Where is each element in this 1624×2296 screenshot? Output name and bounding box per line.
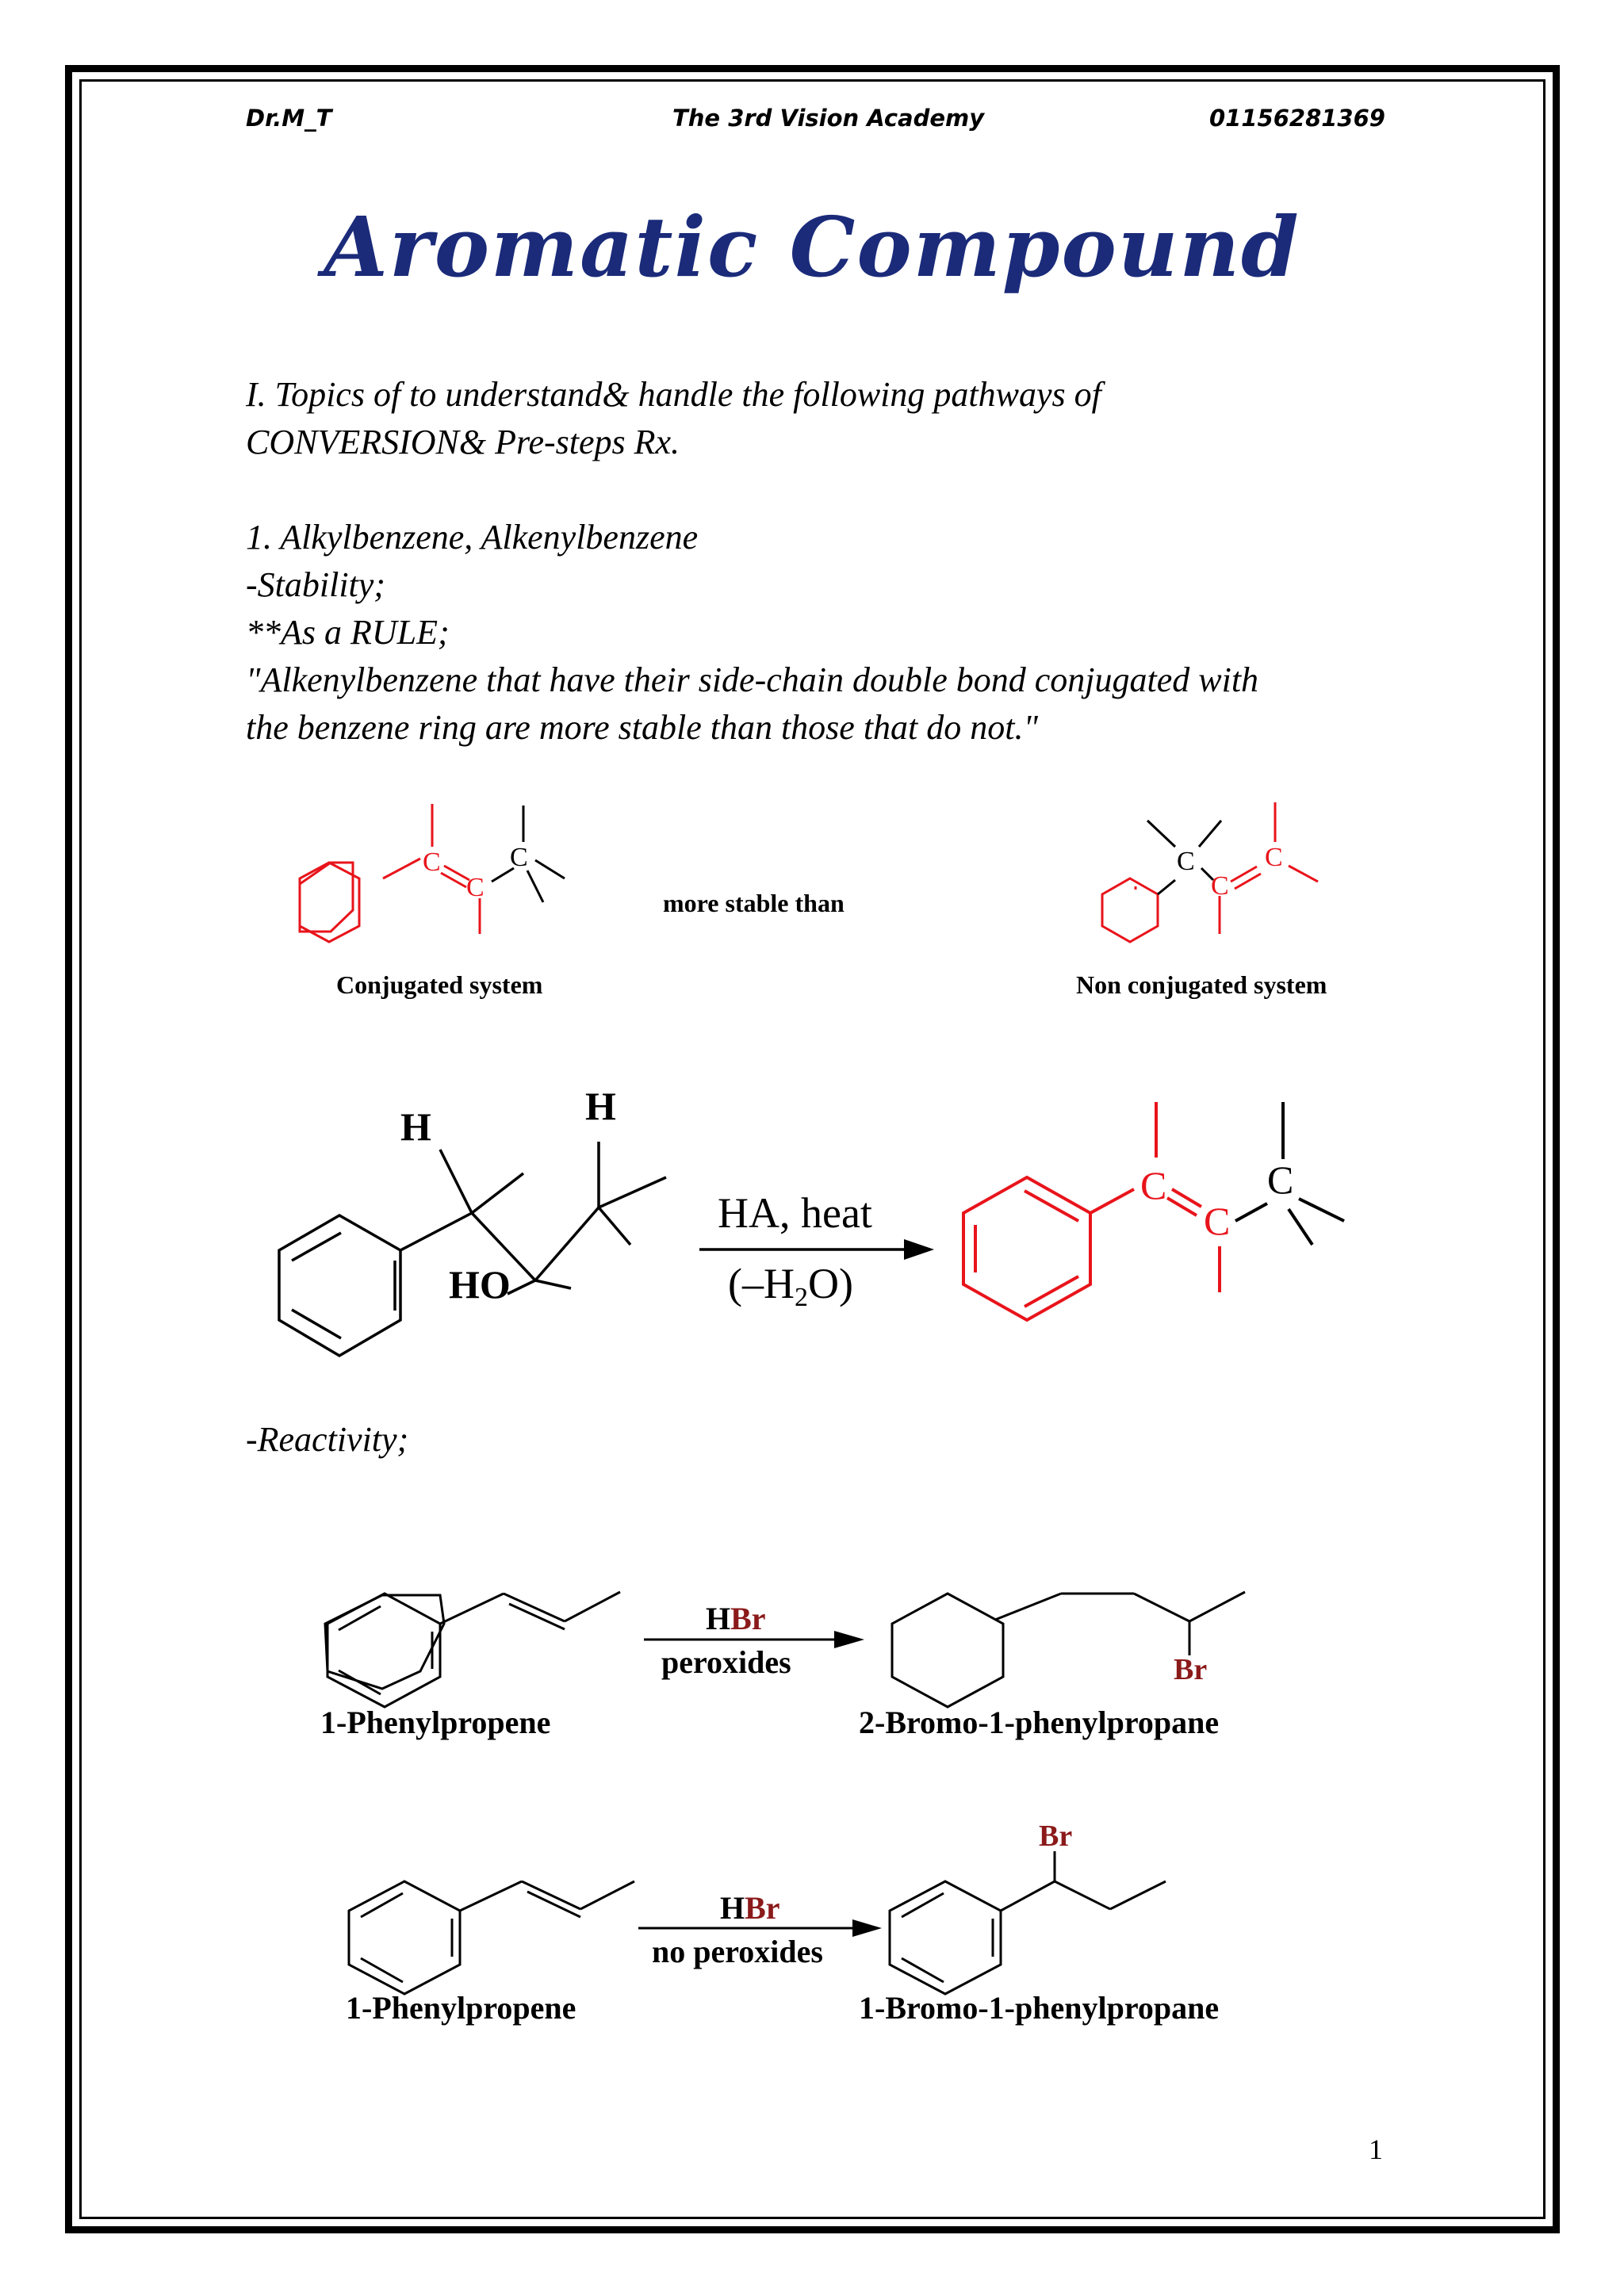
atom-c: C [466, 873, 485, 902]
reactant-name: 1-Phenylpropene [346, 1990, 576, 2026]
page-number: 1 [1369, 2133, 1383, 2165]
reaction-peroxides [320, 1592, 1245, 1740]
rule-line-1: "Alkenylbenzene that have their side-chain double bond conjugated with [246, 660, 1259, 699]
product-name: 2-Bromo-1-phenylpropane [859, 1705, 1220, 1740]
header-academy: The 3rd Vision Academy [672, 105, 985, 132]
section-heading: 1. Alkylbenzene, Alkenylbenzene [246, 518, 699, 557]
dehydration-reaction [279, 1084, 1344, 1356]
atom-c: C [423, 848, 441, 877]
condition-no-peroxides: no peroxides [652, 1934, 823, 1969]
intro-line-1: I. Topics of to understand& handle the following pathways of [246, 375, 1101, 414]
reaction-no-peroxides [346, 1820, 1219, 2026]
conjugated-molecule [300, 804, 565, 999]
non-conjugated-caption: Non conjugated system [1076, 970, 1327, 999]
product-name: 1-Bromo-1-phenylpropane [859, 1990, 1220, 2026]
atom-c: C [510, 843, 528, 872]
rule-line-2: the benzene ring are more stable than those that do not." [246, 708, 1038, 747]
product-bromine: Br [1039, 1820, 1073, 1853]
atom-c: C [1204, 1199, 1231, 1243]
reagent-hbr: HBr [706, 1601, 766, 1636]
condition-label: (–H2O) [728, 1260, 853, 1312]
hydrogen-label: H [585, 1084, 616, 1128]
reactivity-label: -Reactivity; [246, 1420, 409, 1459]
page-title: Aromatic Compound [324, 198, 1300, 296]
header-author: Dr.M_T [246, 105, 332, 132]
atom-c: C [1177, 847, 1195, 876]
comparison-text: more stable than [663, 889, 845, 917]
atom-c: C [1265, 843, 1283, 872]
hydrogen-label: H [400, 1104, 431, 1149]
header-phone: 01156281369 [1209, 105, 1385, 132]
product-bromine: Br [1174, 1653, 1208, 1686]
non-conjugated-molecule [1076, 802, 1327, 999]
hydroxyl-label: HO [449, 1262, 511, 1307]
atom-c: C [1140, 1163, 1167, 1207]
reagent-label: HA, heat [718, 1189, 872, 1237]
intro-line-2: CONVERSION& Pre-steps Rx. [246, 423, 680, 461]
conjugated-caption: Conjugated system [336, 970, 543, 999]
rule-label: **As a RULE; [246, 613, 450, 652]
atom-c: C [1267, 1158, 1294, 1202]
condition-peroxides: peroxides [661, 1644, 791, 1680]
atom-c: C [1211, 871, 1229, 901]
stability-label: -Stability; [246, 565, 385, 604]
reactant-name: 1-Phenylpropene [320, 1705, 551, 1740]
reagent-hbr: HBr [720, 1890, 780, 1926]
